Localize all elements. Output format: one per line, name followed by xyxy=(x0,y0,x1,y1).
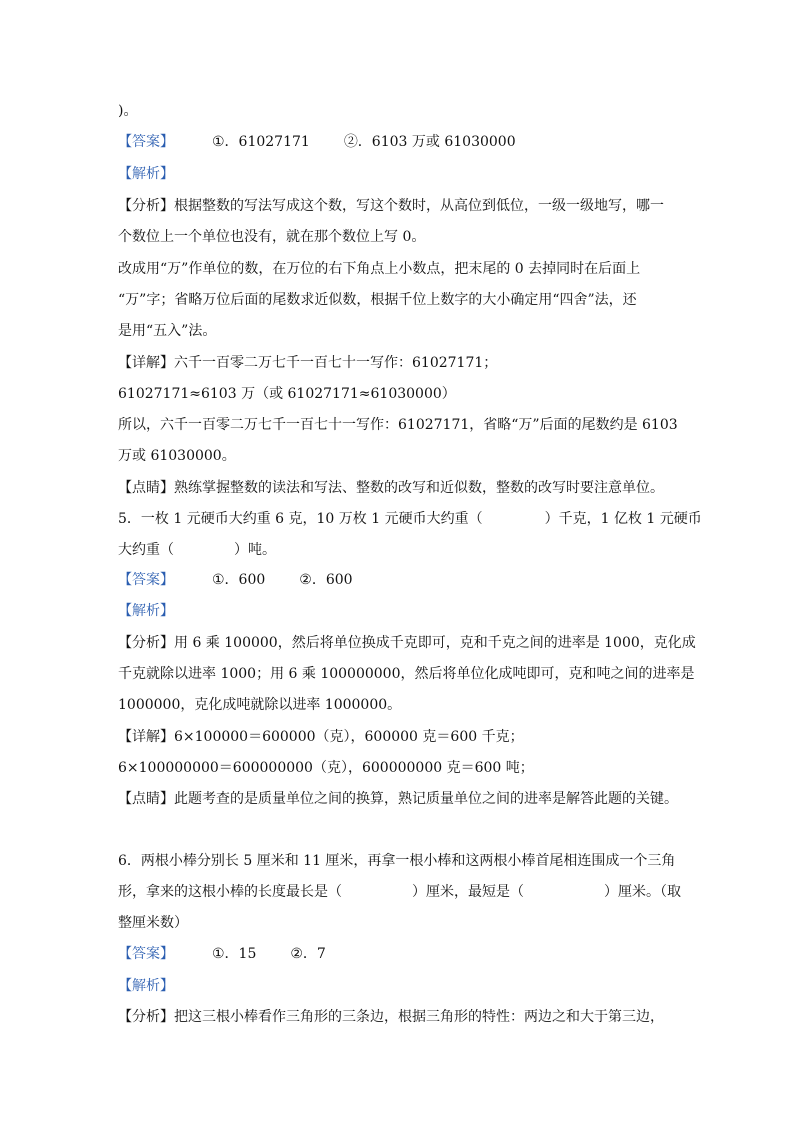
prev-answer-line xyxy=(118,132,516,152)
prev-fenxi-line-1: 【分析】根据整数的写法写成这个数，写这个数时，从高位到低位，一级一级地写，哪一 xyxy=(118,198,664,214)
q5-question-line-1: 5．一枚 1 元硬币大约重 6 克，10 万枚 1 元硬币大约重（ ）千克，1 亿枚 1 元硬币 xyxy=(118,511,702,527)
prev-analysis-heading: 【解析】 xyxy=(118,166,174,182)
q5-fenxi-line-2: 千克就除以进率 1000；用 6 乘 100000000，然后将单位化成吨即可，克和吨之间的进率是 xyxy=(118,666,695,682)
q6-fenxi-line-1: 【分析】把这三根小棒看作三角形的三条边，根据三角形的特性：两边之和大于第三边， xyxy=(118,1009,664,1025)
q5-dianjing-line: 【点睛】此题考查的是质量单位之间的换算，熟记质量单位之间的进率是解答此题的关键。 xyxy=(118,791,678,807)
q5-fenxi-line-1: 【分析】用 6 乘 100000，然后将单位换成千克即可，克和千克之间的进率是 1000，克化成 xyxy=(118,635,696,651)
q5-analysis-heading: 【解析】 xyxy=(118,603,174,619)
prev-xiangjie-line-1: 【详解】六千一百零二万七千一百七十一写作：61027171； xyxy=(118,355,498,371)
prev-fenxi-line-5: 是用“五入”法。 xyxy=(118,323,217,339)
prev-fenxi-line-4: “万”字；省略万位后面的尾数求近似数，根据千位上数字的大小确定用“四舍”法，还 xyxy=(118,292,637,308)
q5-xiangjie-line-1: 【详解】6×100000＝600000（克），600000 克＝600 千克； xyxy=(118,729,524,745)
q6-analysis-heading: 【解析】 xyxy=(118,978,174,994)
q5-question-line-2: 大约重（ ）吨。 xyxy=(118,542,276,558)
prev-xiangjie-line-2: 61027171≈6103 万（或 61027171≈61030000） xyxy=(118,386,456,402)
q5-xiangjie-line-2: 6×100000000＝600000000（克），600000000 克＝600 吨； xyxy=(118,760,534,776)
answer-value-2: ②．6103 万或 61030000 xyxy=(343,134,516,150)
prev-xiangjie-line-3: 所以，六千一百零二万七千一百七十一写作：61027171，省略“万”后面的尾数约是 6103 xyxy=(118,417,678,433)
q6-answer-line: 【答案】 ①．15 ②．7 xyxy=(118,946,326,962)
q6-question-line-2: 形，拿来的这根小棒的长度最长是（ ）厘米，最短是（ ）厘米。（取 xyxy=(118,884,681,900)
prev-xiangjie-line-4: 万或 61030000。 xyxy=(118,448,236,464)
prev-fenxi-line-2: 个数位上一个单位也没有，就在那个数位上写 0。 xyxy=(118,229,426,245)
q5-answer-line: 【答案】 ①．600 ②．600 xyxy=(118,572,353,588)
answer-value-1: ①．61027171 xyxy=(212,134,310,150)
prev-dianjing-line: 【点睛】熟练掌握整数的读法和写法、整数的改写和近似数，整数的改写时要注意单位。 xyxy=(118,480,664,496)
answer-tag: 【答案】 xyxy=(118,134,174,150)
q5-fenxi-line-3: 1000000，克化成吨就除以进率 1000000。 xyxy=(118,697,402,713)
q6-question-line-1: 6．两根小棒分别长 5 厘米和 11 厘米，再拿一根小棒和这两根小棒首尾相连围成一个三角 xyxy=(118,853,676,869)
prev-fenxi-line-3: 改成用“万”作单位的数，在万位的右下角点上小数点，把末尾的 0 去掉同时在后面上 xyxy=(118,261,641,277)
q6-question-line-3: 整厘米数） xyxy=(118,915,188,931)
prev-question-tail: )。 xyxy=(118,103,138,119)
